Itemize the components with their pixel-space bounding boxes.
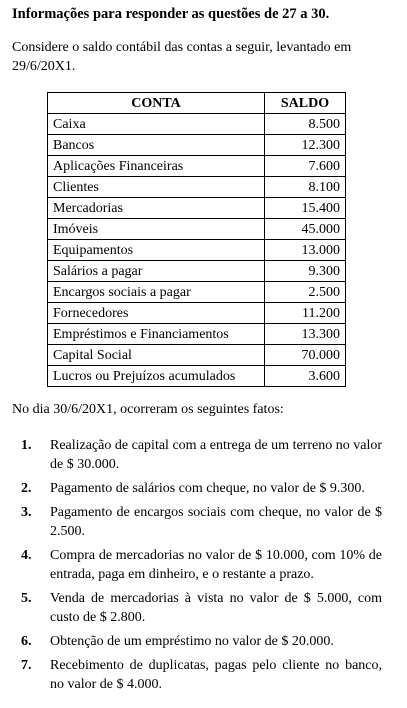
- item-number: 7.: [21, 658, 32, 673]
- item-number: 5.: [21, 591, 32, 606]
- account-balance: 3.600: [265, 366, 346, 387]
- item-text: Realização de capital com a entrega de um terreno no valor de $ 30.000.: [50, 438, 382, 472]
- table-row: [48, 219, 346, 240]
- facts-intro: No dia 30/6/20X1, ocorreram os seguintes fatos:: [12, 402, 284, 417]
- account-name: Imóveis: [48, 219, 265, 240]
- account-name: Encargos sociais a pagar: [48, 282, 265, 303]
- item-text: Recebimento de duplicatas, pagas pelo cliente no banco, no valor de $ 4.000.: [50, 658, 382, 692]
- table-row: [48, 240, 346, 261]
- table-row: [48, 177, 346, 198]
- item-text: Venda de mercadorias à vista no valor de $ 5.000, com custo de $ 2.800.: [50, 591, 382, 625]
- item-number: 1.: [21, 438, 32, 453]
- table-header-row: [48, 93, 346, 114]
- column-header-saldo: SALDO: [265, 93, 346, 114]
- account-name: Aplicações Financeiras: [48, 156, 265, 177]
- account-name: Lucros ou Prejuízos acumulados: [48, 366, 265, 387]
- account-name: Equipamentos: [48, 240, 265, 261]
- table-row: [48, 303, 346, 324]
- list-item: [0, 479, 407, 498]
- list-item: [0, 503, 407, 541]
- account-balance: 45.000: [265, 219, 346, 240]
- table-row: [48, 135, 346, 156]
- account-balance: 13.300: [265, 324, 346, 345]
- column-header-conta: CONTA: [48, 93, 265, 114]
- list-item: [0, 589, 407, 627]
- account-name: Clientes: [48, 177, 265, 198]
- account-balance: 12.300: [265, 135, 346, 156]
- account-balance: 70.000: [265, 345, 346, 366]
- account-balance: 7.600: [265, 156, 346, 177]
- list-item: [0, 546, 407, 584]
- accounts-table: [47, 92, 346, 387]
- intro-paragraph: Considere o saldo contábil das contas a seguir, levantado em 29/6/20X1.: [12, 40, 352, 74]
- account-balance: 11.200: [265, 303, 346, 324]
- table-row: [48, 282, 346, 303]
- table-row: [48, 345, 346, 366]
- list-item: [0, 632, 407, 651]
- item-text: Pagamento de salários com cheque, no valor de $ 9.300.: [50, 481, 365, 496]
- account-name: Capital Social: [48, 345, 265, 366]
- account-balance: 8.100: [265, 177, 346, 198]
- item-number: 4.: [21, 548, 32, 563]
- item-number: 2.: [21, 481, 32, 496]
- item-number: 6.: [21, 634, 32, 649]
- list-item: [0, 436, 407, 474]
- section-heading: Informações para responder as questões de 27 a 30.: [12, 6, 330, 22]
- table-row: [48, 156, 346, 177]
- item-text: Pagamento de encargos sociais com cheque, no valor de $ 2.500.: [50, 505, 382, 539]
- item-number: 3.: [21, 505, 32, 520]
- account-name: Salários a pagar: [48, 261, 265, 282]
- account-balance: 13.000: [265, 240, 346, 261]
- facts-list: [0, 436, 407, 699]
- item-text: Obtenção de um empréstimo no valor de $ 20.000.: [50, 634, 334, 649]
- account-balance: 9.300: [265, 261, 346, 282]
- account-name: Empréstimos e Financiamentos: [48, 324, 265, 345]
- account-name: Mercadorias: [48, 198, 265, 219]
- table-row: [48, 366, 346, 387]
- account-name: Bancos: [48, 135, 265, 156]
- table-row: [48, 114, 346, 135]
- table-row: [48, 198, 346, 219]
- table-row: [48, 261, 346, 282]
- list-item: [0, 656, 407, 694]
- account-name: Caixa: [48, 114, 265, 135]
- account-balance: 2.500: [265, 282, 346, 303]
- item-text: Compra de mercadorias no valor de $ 10.000, com 10% de entrada, paga em dinheiro, e o restante a prazo.: [50, 548, 382, 582]
- table-row: [48, 324, 346, 345]
- account-balance: 15.400: [265, 198, 346, 219]
- account-balance: 8.500: [265, 114, 346, 135]
- account-name: Fornecedores: [48, 303, 265, 324]
